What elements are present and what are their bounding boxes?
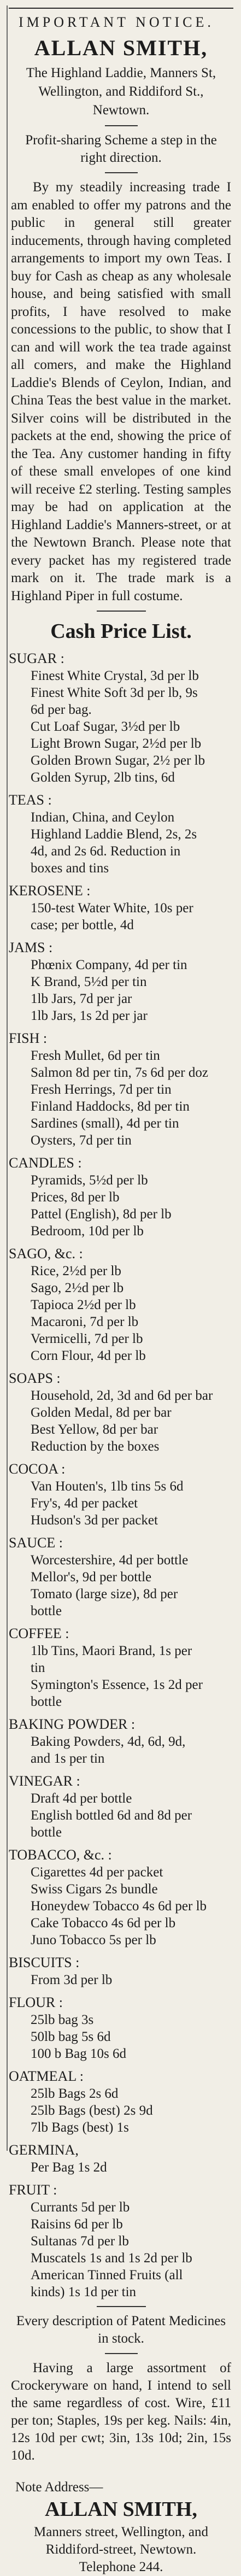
price-item: 1lb Tins, Maori Brand, 1s per — [31, 1644, 192, 1658]
price-item: Symington's Essence, 1s 2d per — [31, 1677, 203, 1692]
price-item: Draft 4d per bottle — [31, 1791, 132, 1806]
top-rule — [9, 8, 233, 9]
price-item: Prices, 8d per lb — [31, 1190, 120, 1205]
price-item: Hudson's 3d per packet — [31, 1513, 158, 1528]
category-heading: GERMINA, — [9, 2142, 79, 2158]
category-heading: KEROSENE : — [9, 883, 91, 899]
price-item: case; per bottle, 4d — [31, 918, 134, 932]
price-item: Pattel (English), 8d per lb — [31, 1207, 172, 1222]
category-heading: BAKING POWDER : — [9, 1716, 136, 1732]
address-line: The Highland Laddie, Manners St, — [26, 66, 216, 80]
price-item: Sago, 2½d per lb — [31, 1281, 124, 1295]
price-category — [9, 1534, 233, 1619]
price-item: boxes and tins — [31, 861, 109, 876]
footer-telephone: Telephone 244. — [79, 2560, 163, 2574]
category-items — [31, 1642, 233, 1710]
price-category — [9, 1994, 233, 2062]
category-heading: COFFEE : — [9, 1626, 69, 1641]
price-item: Cigarettes 4d per packet — [31, 1865, 163, 1880]
price-item: Cake Tobacco 4s 6d per lb — [31, 1916, 176, 1930]
price-category — [9, 1030, 233, 1149]
category-heading: CANDLES : — [9, 1155, 82, 1171]
category-items — [31, 2011, 233, 2062]
price-category — [9, 1954, 233, 1988]
price-category — [9, 1370, 233, 1455]
price-category — [9, 2181, 233, 2301]
category-items — [31, 1552, 233, 1619]
price-item: Bedroom, 10d per lb — [31, 1224, 144, 1239]
price-item: and 1s per tin — [31, 1751, 105, 1766]
merchant-name: ALLAN SMITH, — [34, 36, 208, 60]
price-item: 50lb bag 5s 6d — [31, 2029, 111, 2044]
category-heading: OATMEAL : — [9, 2068, 84, 2084]
category-heading: SOAPS : — [9, 1370, 61, 1386]
price-category — [9, 650, 233, 786]
category-heading: VINEGAR : — [9, 1773, 80, 1789]
price-item: Currants 5d per lb — [31, 2200, 130, 2215]
price-item: Baking Powders, 4d, 6d, 9d, — [31, 1734, 186, 1749]
patent-medicines-note: Every description of Patent Medicines in stock. — [16, 2314, 226, 2346]
price-category — [9, 939, 233, 1024]
crockery-paragraph: Having a large assortment of Crockeryware on hand, I intend to sell the same regardless of cost. Wire, £11 per ton; Staples, 19s per keg. Nails: 4in, 12s 10d per cwt; 3in, 13s 10d; 2in, 15s 10d. — [11, 2361, 231, 2463]
price-item: Finland Haddocks, 8d per tin — [31, 1099, 190, 1114]
category-heading: TEAS : — [9, 792, 52, 808]
price-category — [9, 2141, 233, 2176]
price-item: Fresh Mullet, 6d per tin — [31, 1048, 160, 1063]
intro-paragraph: By my steadily increasing trade I am enabled to offer my patrons and the public in general still greater inducements, through having completed arrangements to import my own Teas. I buy for Cash as cheap as any wholesale house, and being satisfied with small profits, I have resolved to make concessions to the public, to show that I can and will work the tea trade against all comers, and make the Highland Laddie's Blends of Ceylon, Indian, and China Teas the best value in the market. Silver coins will be distributed in the packets at the end, showing the price of the Tea. Any customer handing in fifty of these small envelopes of one kind will receive £2 sterling. Testing samples may be had on application at the Highland Laddie's Manners-street, or at the Newtown Branch. Please note that every packet has my registered trade mark on it. The trade mark is a Highland Piper in full costume. — [11, 180, 231, 603]
price-item: 1lb Jars, 7d per jar — [31, 991, 132, 1006]
category-items — [31, 1733, 233, 1767]
divider — [105, 172, 138, 173]
price-item: Golden Brown Sugar, 2½ per lb — [31, 753, 205, 768]
category-heading: FRUIT : — [9, 2182, 57, 2198]
price-item: Corn Flour, 4d per lb — [31, 1348, 146, 1363]
price-category — [9, 1460, 233, 1529]
price-category — [9, 1846, 233, 1949]
divider — [97, 2306, 146, 2307]
price-item: Muscatels 1s and 1s 2d per lb — [31, 2251, 192, 2266]
price-item: Tapioca 2½d per lb — [31, 1298, 136, 1312]
category-heading: SUGAR : — [9, 650, 64, 666]
price-item: Worcestershire, 4d per bottle — [31, 1553, 189, 1568]
price-item: 25lb Bags 2s 6d — [31, 2086, 119, 2101]
price-item: 25lb bag 3s — [31, 2012, 94, 2027]
category-items — [31, 1263, 233, 1364]
price-item: tin — [31, 1660, 45, 1675]
price-list — [9, 650, 233, 2301]
price-item: Pyramids, 5½d per lb — [31, 1173, 148, 1188]
price-item: Mellor's, 9d per bottle — [31, 1570, 152, 1585]
price-item: 1lb Jars, 1s 2d per jar — [31, 1008, 148, 1023]
price-item: 25lb Bags (best) 2s 9d — [31, 2103, 153, 2118]
price-item: Juno Tobacco 5s per lb — [31, 1933, 156, 1947]
price-item: Van Houten's, 1lb tins 5s 6d — [31, 1479, 184, 1494]
category-heading: FLOUR : — [9, 1994, 63, 2010]
category-items — [31, 1387, 233, 1455]
price-item: 6d per bag. — [31, 702, 92, 717]
price-item: Raisins 6d per lb — [31, 2217, 123, 2232]
price-item: Phœnix Company, 4d per tin — [31, 958, 187, 972]
category-items — [31, 2199, 233, 2301]
price-category — [9, 1245, 233, 1364]
price-item: Fresh Herrings, 7d per tin — [31, 1082, 172, 1097]
price-category — [9, 791, 233, 877]
price-item: Best Yellow, 8d per bar — [31, 1422, 158, 1437]
price-item: Vermicelli, 7d per lb — [31, 1331, 143, 1346]
price-item: Rice, 2½d per lb — [31, 1264, 121, 1278]
price-item: 150-test Water White, 10s per — [31, 901, 193, 916]
divider — [105, 125, 138, 126]
price-item: Oysters, 7d per tin — [31, 1133, 132, 1148]
price-category — [9, 2068, 233, 2136]
price-item: Light Brown Sugar, 2½d per lb — [31, 736, 202, 751]
price-item: Reduction by the boxes — [31, 1439, 160, 1454]
price-item: bottle — [31, 1604, 62, 1618]
price-item: American Tinned Fruits (all — [31, 2268, 183, 2282]
price-item: Household, 2d, 3d and 6d per bar — [31, 1388, 213, 1403]
price-category — [9, 1625, 233, 1710]
note-address-label: Note Address— — [15, 2480, 103, 2495]
category-items — [31, 1047, 233, 1149]
address-block — [9, 64, 233, 120]
category-items — [31, 2085, 233, 2136]
category-items — [31, 1971, 233, 1988]
price-item: Fry's, 4d per packet — [31, 1496, 138, 1511]
category-heading: BISCUITS : — [9, 1955, 80, 1970]
category-items — [31, 900, 233, 934]
footer-merchant-name: ALLAN SMITH, — [45, 2498, 197, 2521]
price-item: Highland Laddie Blend, 2s, 2s — [31, 827, 197, 842]
price-item: kinds) 1s 1d per tin — [31, 2285, 137, 2299]
category-heading: SAGO, &c. : — [9, 1246, 83, 1261]
notice-heading: IMPORTANT NOTICE. — [19, 14, 214, 30]
category-heading: COCOA : — [9, 1461, 66, 1477]
divider — [97, 611, 146, 612]
price-category — [9, 1154, 233, 1240]
address-line: Newtown. — [92, 103, 150, 118]
footer-address-line: Riddiford-street, Newtown. — [45, 2542, 197, 2557]
price-item: 4d, and 2s 6d. Reduction in — [31, 844, 181, 859]
price-item: Golden Syrup, 2lb tins, 6d — [31, 770, 175, 785]
price-item: 7lb Bags (best) 1s — [31, 2120, 129, 2135]
price-item: bottle — [31, 1825, 62, 1840]
price-item: Finest White Crystal, 3d per lb — [31, 668, 199, 683]
price-item: K Brand, 5½d per tin — [31, 975, 147, 989]
price-item: Per Bag 1s 2d — [31, 2160, 107, 2175]
category-items — [31, 957, 233, 1024]
category-items — [31, 1864, 233, 1949]
category-items — [31, 2159, 233, 2176]
category-heading: JAMS : — [9, 940, 53, 955]
price-item: From 3d per lb — [31, 1973, 113, 1987]
category-heading: SAUCE : — [9, 1535, 63, 1551]
price-list-title: Cash Price List. — [50, 620, 192, 643]
category-items — [31, 1478, 233, 1529]
price-item: Salmon 8d per tin, 7s 6d per doz — [31, 1065, 208, 1080]
price-category — [9, 1773, 233, 1841]
address-line: Wellington, and Riddiford St., — [38, 84, 204, 99]
price-item: Tomato (large size), 8d per — [31, 1587, 178, 1601]
price-item: Cut Loaf Sugar, 3½d per lb — [31, 719, 180, 734]
category-items — [31, 809, 233, 877]
category-heading: TOBACCO, &c. : — [9, 1847, 112, 1863]
price-item: Honeydew Tobacco 4s 6d per lb — [31, 1899, 207, 1914]
price-item: Sardines (small), 4d per tin — [31, 1116, 179, 1131]
price-item: 100 b Bag 10s 6d — [31, 2046, 126, 2061]
price-item: bottle — [31, 1694, 62, 1709]
price-item: Macaroni, 7d per lb — [31, 1315, 139, 1329]
category-items — [31, 1790, 233, 1841]
divider — [105, 2353, 138, 2354]
category-items — [31, 1172, 233, 1240]
price-item: Finest White Soft 3d per lb, 9s — [31, 685, 198, 700]
price-item: Golden Medal, 8d per bar — [31, 1405, 172, 1420]
price-category — [9, 882, 233, 934]
price-item: Indian, China, and Ceylon — [31, 810, 175, 825]
price-item: English bottled 6d and 8d per — [31, 1808, 192, 1823]
price-item: Swiss Cigars 2s bundle — [31, 1882, 158, 1897]
category-heading: FISH : — [9, 1030, 48, 1046]
category-items — [31, 667, 233, 786]
footer-address-line: Manners street, Wellington, and — [34, 2525, 208, 2539]
tagline: Profit-sharing Scheme a step in the right direction. — [25, 133, 217, 165]
price-category — [9, 1716, 233, 1767]
price-item: Sultanas 7d per lb — [31, 2234, 129, 2249]
left-border-rule — [7, 5, 8, 2151]
